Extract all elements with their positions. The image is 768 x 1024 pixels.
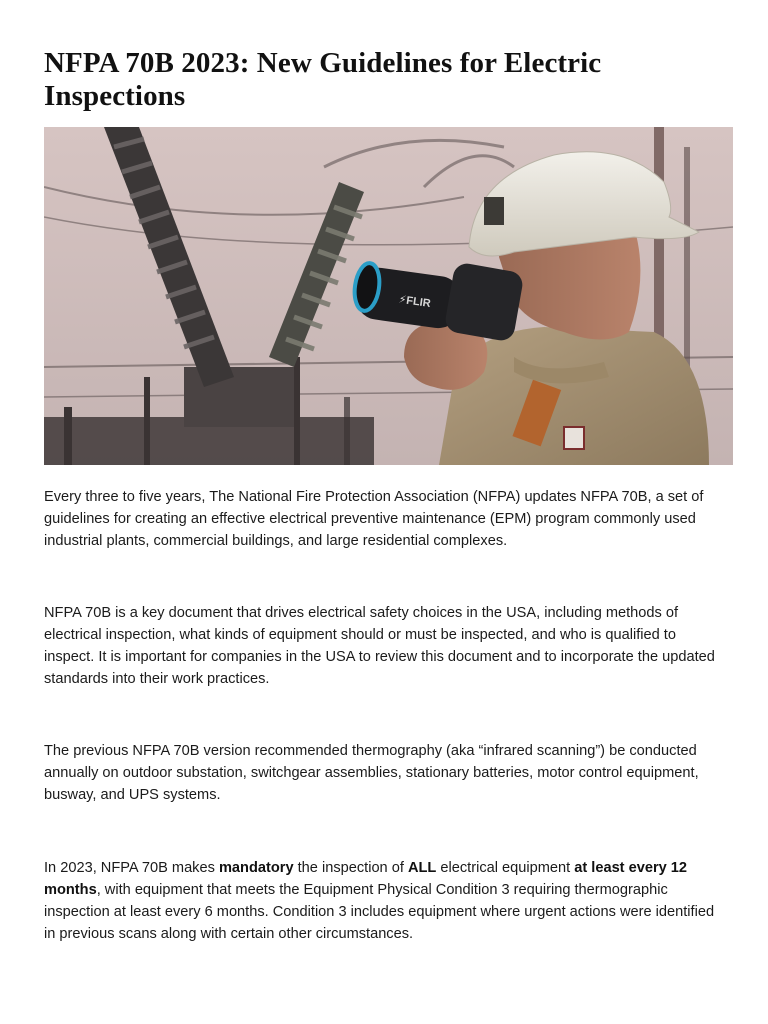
p2-line-4: standards into their work practices. bbox=[44, 671, 270, 687]
p4-emphasis-all: ALL bbox=[407, 860, 437, 876]
p2-line-2: electrical inspection, what kinds of equipment should or must be inspected, and who is qualified to bbox=[44, 627, 676, 643]
article-title bbox=[44, 47, 704, 113]
p1-line-2: guidelines for creating an effective electrical preventive maintenance (EPM) program commonly used bbox=[44, 511, 696, 527]
p4-line-1 bbox=[44, 857, 733, 879]
p4-text: , with equipment that meets the Equipment Physical Condition 3 requiring thermographic bbox=[96, 882, 668, 898]
p2-line-1: NFPA 70B is a key document that drives electrical safety choices in the USA, including methods of bbox=[44, 605, 679, 621]
p2-line-3: inspect. It is important for companies in the USA to review this document and to incorporate the updated bbox=[44, 649, 715, 665]
p3-line-3: busway, and UPS systems. bbox=[44, 787, 221, 803]
p4-line-4: in previous scans along with certain other circumstances. bbox=[44, 926, 414, 942]
hero-image bbox=[44, 127, 733, 465]
camera-brand-logo: ⚡FLIR bbox=[397, 293, 432, 310]
p4-emphasis-mandatory: mandatory bbox=[218, 860, 294, 876]
p4-emphasis-frequency: at least every 12 bbox=[574, 860, 688, 876]
paragraph-2 bbox=[44, 602, 733, 690]
p4-text: electrical equipment bbox=[436, 860, 575, 876]
paragraph-1 bbox=[44, 486, 733, 552]
p1-line-3: industrial plants, commercial buildings, and large residential complexes. bbox=[44, 533, 508, 549]
title-line-2: Inspections bbox=[44, 80, 186, 112]
hero-illustration bbox=[44, 127, 733, 465]
p4-text: the inspection of bbox=[293, 860, 408, 876]
p3-line-2: annually on outdoor substation, switchgear assemblies, stationary batteries, motor control equipment, bbox=[44, 765, 699, 781]
p4-line-3: inspection at least every 6 months. Condition 3 includes equipment where urgent actions were identified bbox=[44, 904, 715, 920]
article bbox=[44, 0, 733, 1024]
p4-emphasis-months: months bbox=[44, 882, 97, 898]
p1-line-1: Every three to five years, The National Fire Protection Association (NFPA) updates NFPA 70B, a set of bbox=[44, 489, 704, 505]
paragraph-3 bbox=[44, 740, 733, 806]
title-line-1: NFPA 70B 2023: New Guidelines for Electric bbox=[44, 47, 602, 79]
p4-line-2 bbox=[44, 879, 733, 901]
p4-text: In 2023, NFPA 70B makes bbox=[44, 860, 219, 876]
p3-line-1: The previous NFPA 70B version recommended thermography (aka “infrared scanning”) be conducted bbox=[44, 743, 697, 759]
paragraph-4 bbox=[44, 857, 733, 945]
